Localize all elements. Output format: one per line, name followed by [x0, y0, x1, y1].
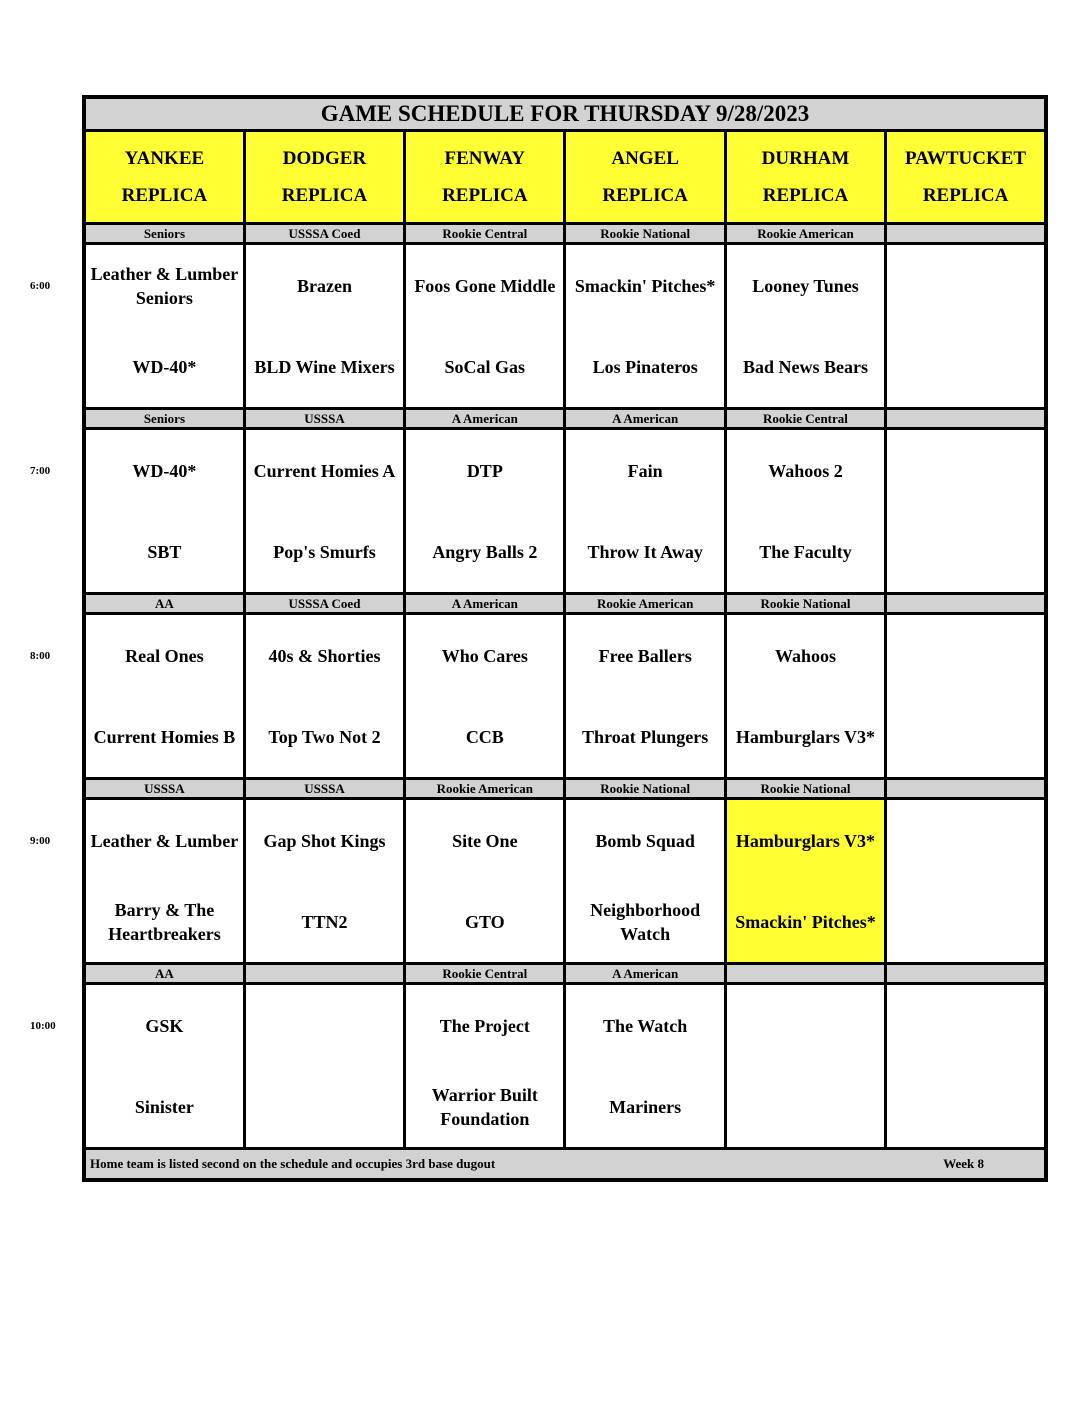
schedule-table — [82, 95, 1048, 1182]
slot-time: 9:00 — [30, 834, 51, 847]
game-cell — [84, 429, 244, 594]
field-name: PAWTUCKET — [905, 148, 1027, 169]
away-team: Current Homies A — [253, 460, 396, 481]
division-row — [84, 224, 1046, 244]
game-cell — [886, 429, 1046, 594]
home-team: Pop's Smurfs — [273, 541, 376, 562]
slot-time: 7:00 — [30, 464, 51, 477]
division-label: A American — [405, 594, 565, 614]
game-cell — [84, 244, 244, 409]
footer-note: Home team is listed second on the schedule and occupies 3rd base dugout — [90, 1156, 496, 1171]
footer-row — [84, 1149, 1046, 1181]
division-label: AA — [84, 964, 244, 984]
division-label: Seniors — [84, 409, 244, 429]
home-team — [246, 1066, 403, 1147]
division-label: Rookie National — [565, 779, 725, 799]
field-subtitle: REPLICA — [281, 185, 368, 206]
away-team: Foos Gone Middle — [414, 275, 556, 296]
game-cell — [565, 429, 725, 594]
game-cell — [886, 799, 1046, 964]
away-team: Leather & Lumber Seniors — [90, 263, 239, 308]
field-header-angel — [565, 131, 725, 224]
away-team — [887, 245, 1044, 326]
home-team: Current Homies B — [93, 726, 236, 747]
away-team: The Watch — [603, 1015, 688, 1036]
home-team: Neighborhood Watch — [590, 899, 701, 944]
division-label: A American — [565, 964, 725, 984]
home-team: WD-40* — [132, 356, 197, 377]
home-team: SBT — [147, 541, 182, 562]
division-label — [886, 594, 1046, 614]
field-subtitle: REPLICA — [922, 185, 1009, 206]
game-cell — [565, 244, 725, 409]
home-team: SoCal Gas — [444, 356, 526, 377]
division-label: USSSA — [244, 779, 404, 799]
field-name: ANGEL — [611, 148, 679, 169]
away-team: Looney Tunes — [752, 275, 859, 296]
field-subtitle: REPLICA — [442, 185, 528, 206]
game-row — [84, 799, 1046, 964]
game-cell — [886, 614, 1046, 779]
time-column — [0, 0, 82, 1408]
division-label — [886, 779, 1046, 799]
away-team — [887, 985, 1044, 1066]
game-cell — [405, 614, 565, 779]
home-team — [727, 1066, 884, 1147]
division-row — [84, 964, 1046, 984]
home-team: Barry & The Heartbreakers — [108, 899, 221, 944]
division-label: Rookie National — [725, 779, 885, 799]
away-team: The Project — [439, 1015, 530, 1036]
division-label: USSSA — [84, 779, 244, 799]
away-team: Free Ballers — [598, 645, 692, 666]
division-label — [886, 409, 1046, 429]
away-team: Leather & Lumber — [90, 830, 239, 851]
division-label: Seniors — [84, 224, 244, 244]
field-header-dodger — [244, 131, 404, 224]
game-cell — [886, 984, 1046, 1149]
game-cell — [725, 799, 885, 964]
away-team: DTP — [466, 460, 503, 481]
field-name: DURHAM — [761, 148, 850, 169]
slot-time: 6:00 — [30, 279, 51, 292]
field-name: FENWAY — [444, 148, 526, 169]
division-row — [84, 779, 1046, 799]
game-row — [84, 984, 1046, 1149]
home-team: Angry Balls 2 — [432, 541, 538, 562]
game-cell — [886, 244, 1046, 409]
game-cell — [244, 984, 404, 1149]
division-row — [84, 409, 1046, 429]
away-team: Smackin' Pitches* — [574, 275, 716, 296]
game-cell — [725, 429, 885, 594]
game-row — [84, 429, 1046, 594]
week-label: Week 8 — [943, 1156, 984, 1171]
home-team: Throw It Away — [587, 541, 703, 562]
game-cell — [84, 614, 244, 779]
game-cell — [244, 429, 404, 594]
game-cell — [565, 799, 725, 964]
away-team — [887, 615, 1044, 696]
away-team: WD-40* — [132, 460, 197, 481]
away-team: Wahoos 2 — [768, 460, 843, 481]
field-name: YANKEE — [124, 148, 205, 169]
away-team: Who Cares — [441, 645, 528, 666]
division-label: Rookie National — [565, 224, 725, 244]
game-cell — [244, 614, 404, 779]
game-row — [84, 614, 1046, 779]
division-label — [725, 964, 885, 984]
division-label: Rookie Central — [725, 409, 885, 429]
division-label — [886, 964, 1046, 984]
division-label: A American — [565, 409, 725, 429]
home-team — [887, 1066, 1044, 1147]
game-cell — [725, 614, 885, 779]
division-label: AA — [84, 594, 244, 614]
division-label: USSSA Coed — [244, 224, 404, 244]
home-team: Sinister — [134, 1096, 194, 1117]
division-label: Rookie American — [725, 224, 885, 244]
home-team: GTO — [464, 911, 505, 932]
game-cell — [84, 984, 244, 1149]
away-team: Fain — [627, 460, 663, 481]
home-team: Hamburglars V3* — [735, 726, 876, 747]
home-team: Mariners — [609, 1096, 682, 1117]
division-label: Rookie American — [565, 594, 725, 614]
game-cell — [565, 614, 725, 779]
home-team: CCB — [465, 726, 504, 747]
field-header-row — [84, 131, 1046, 224]
home-team — [887, 326, 1044, 407]
game-row — [84, 244, 1046, 409]
field-subtitle: REPLICA — [762, 185, 849, 206]
game-cell — [405, 799, 565, 964]
away-team: Brazen — [297, 275, 352, 296]
away-team: 40s & Shorties — [268, 645, 381, 666]
game-cell — [405, 984, 565, 1149]
away-team: Hamburglars V3* — [735, 830, 876, 851]
home-team: Smackin' Pitches* — [735, 911, 876, 932]
field-header-yankee — [84, 131, 244, 224]
game-cell — [84, 799, 244, 964]
away-team: Real Ones — [125, 645, 204, 666]
division-label: Rookie American — [405, 779, 565, 799]
title-row — [84, 97, 1046, 131]
division-label: Rookie National — [725, 594, 885, 614]
away-team — [727, 985, 884, 1066]
away-team: Site One — [452, 830, 518, 851]
game-cell — [565, 984, 725, 1149]
field-header-durham — [725, 131, 885, 224]
field-name: DODGER — [282, 148, 367, 169]
division-label — [886, 224, 1046, 244]
field-header-fenway — [405, 131, 565, 224]
home-team — [887, 881, 1044, 962]
away-team: GSK — [145, 1015, 184, 1036]
division-label: USSSA — [244, 409, 404, 429]
game-cell — [405, 244, 565, 409]
game-cell — [725, 244, 885, 409]
division-label: USSSA Coed — [244, 594, 404, 614]
away-team: Gap Shot Kings — [263, 830, 386, 851]
schedule-sheet — [82, 95, 1048, 1182]
field-subtitle: REPLICA — [121, 185, 208, 206]
home-team: Los Pinateros — [592, 356, 698, 377]
game-cell — [244, 244, 404, 409]
home-team: TTN2 — [301, 911, 348, 932]
home-team: Throat Plungers — [582, 726, 709, 747]
away-team: Bomb Squad — [595, 830, 695, 851]
away-team: Wahoos — [774, 645, 836, 666]
division-label — [244, 964, 404, 984]
slot-time: 8:00 — [30, 649, 51, 662]
home-team: Warrior Built Foundation — [431, 1084, 538, 1129]
footer-cell — [84, 1149, 1046, 1181]
division-label: Rookie Central — [405, 224, 565, 244]
home-team: The Faculty — [759, 541, 852, 562]
away-team — [887, 800, 1044, 881]
away-team — [246, 985, 403, 1066]
division-label: Rookie Central — [405, 964, 565, 984]
game-cell — [725, 984, 885, 1149]
field-header-pawtucket — [886, 131, 1046, 224]
division-label: A American — [405, 409, 565, 429]
field-subtitle: REPLICA — [602, 185, 688, 206]
home-team: Bad News Bears — [742, 356, 868, 377]
home-team: BLD Wine Mixers — [254, 356, 395, 377]
home-team — [887, 696, 1044, 777]
away-team — [887, 430, 1044, 511]
schedule-title: GAME SCHEDULE FOR THURSDAY 9/28/2023 — [84, 97, 1046, 131]
division-row — [84, 594, 1046, 614]
home-team: Top Two Not 2 — [268, 726, 381, 747]
slot-time: 10:00 — [30, 1019, 56, 1032]
game-cell — [244, 799, 404, 964]
home-team — [887, 511, 1044, 592]
game-cell — [405, 429, 565, 594]
